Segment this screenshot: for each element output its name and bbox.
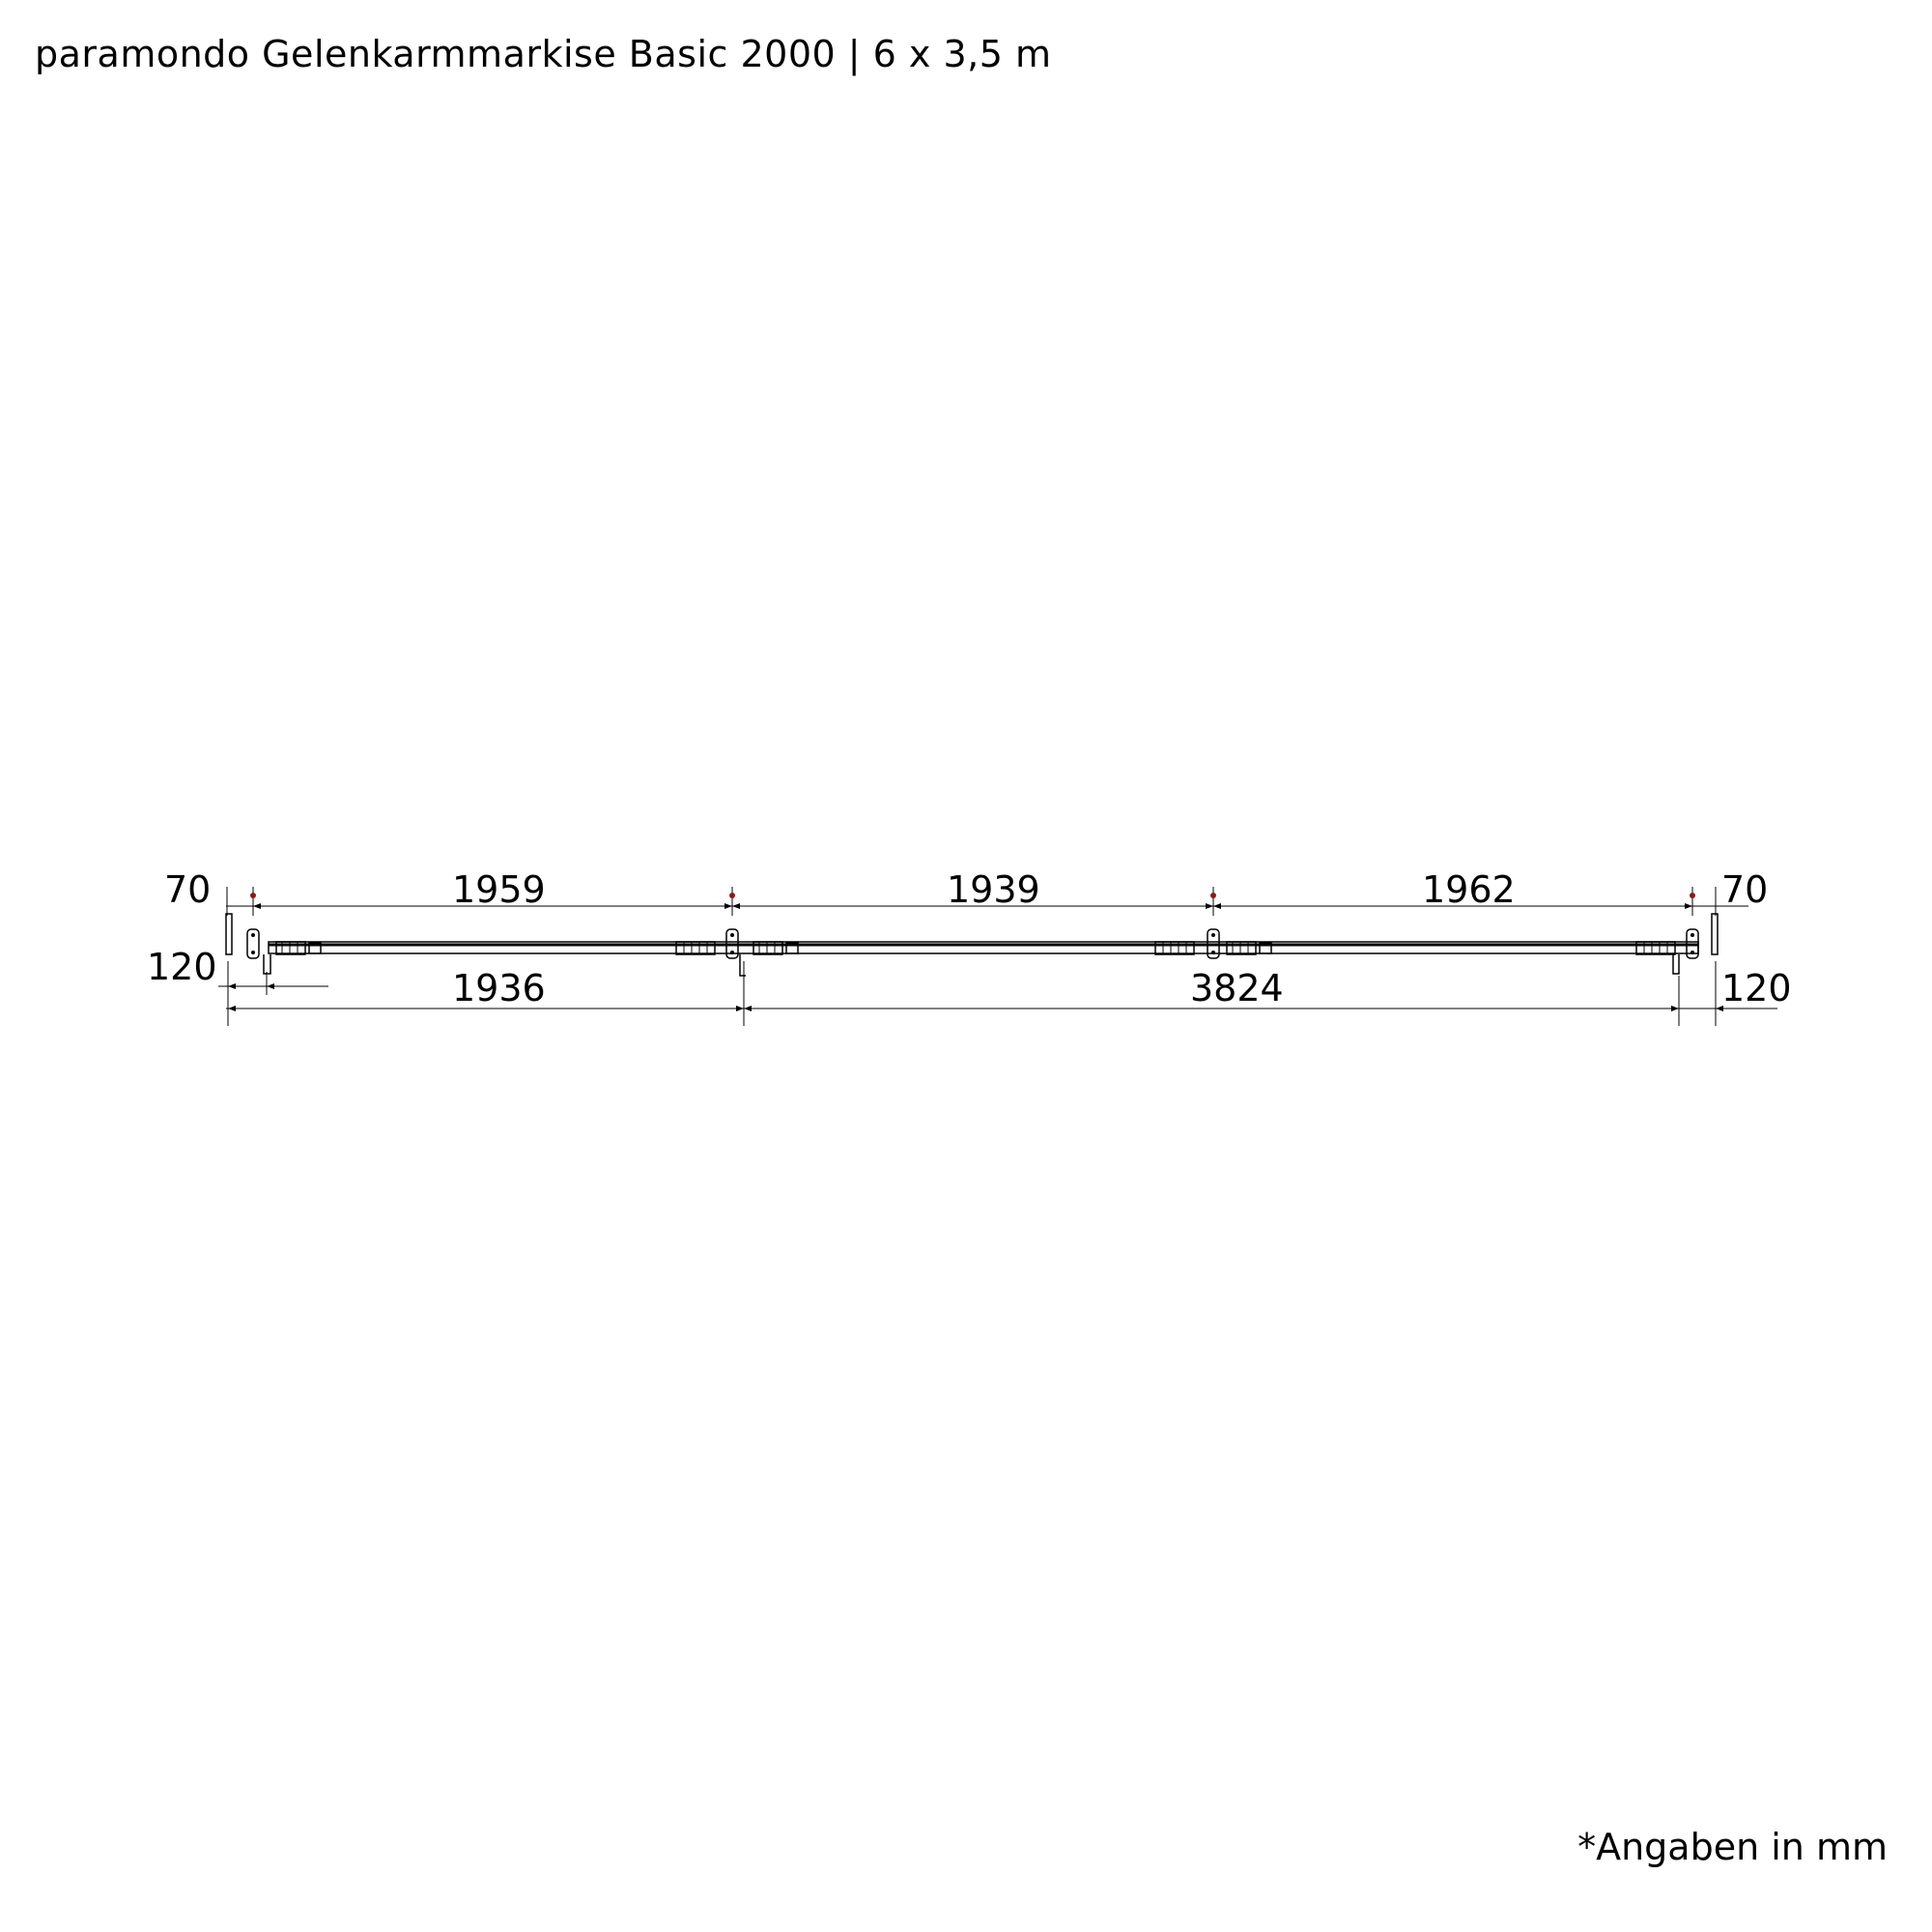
dim-top-right-edge: 70 xyxy=(1721,868,1769,911)
dim-top-span-1: 1959 xyxy=(452,868,546,911)
bracket-marker xyxy=(250,893,256,898)
bracket-marker xyxy=(1210,893,1216,898)
dim-top-left-edge: 70 xyxy=(164,868,212,911)
dim-bottom-right-offset: 120 xyxy=(1721,967,1792,1009)
dim-top-span-2: 1939 xyxy=(947,868,1040,911)
dim-bottom-span-2: 3824 xyxy=(1190,967,1284,1009)
dim-top-span-3: 1962 xyxy=(1422,868,1516,911)
dim-bottom-span-1: 1936 xyxy=(452,967,546,1009)
bracket-marker xyxy=(729,893,735,898)
awning-profile xyxy=(226,914,1718,976)
dim-bottom-left-offset: 120 xyxy=(147,946,217,988)
wall-bracket xyxy=(247,929,259,958)
page-title: paramondo Gelenkarmmarkise Basic 2000 | 6 x 3,5 m xyxy=(35,33,1052,75)
bracket-marker xyxy=(1690,893,1695,898)
units-footnote: *Angaben in mm xyxy=(1577,1826,1888,1868)
